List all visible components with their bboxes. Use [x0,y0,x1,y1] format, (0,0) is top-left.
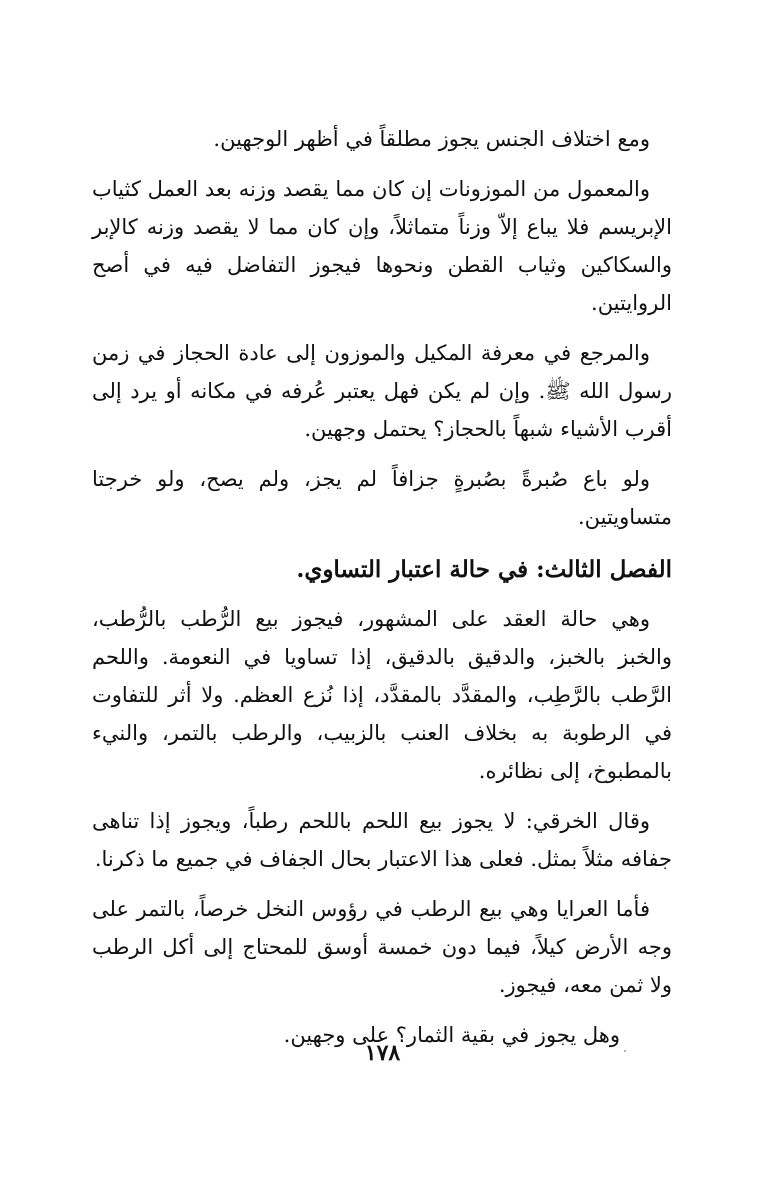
page-body [92,120,672,1066]
paragraph-1: ومع اختلاف الجنس يجوز مطلقاً في أظهر الوجهين. [213,127,650,151]
section-paragraph-3: فأما العرايا وهي بيع الرطب في رؤوس النخل خرصاً، بالتمر على وجه الأرض كيلاً، فيما دون خمسة أوسق للمحتاج إلى أكل الرطب ولا ثمن معه، فيجوز. [92,897,672,997]
page-number: ١٧٨ [364,1040,401,1066]
section-title: الفصل الثالث: في حالة اعتبار التساوي. [296,556,672,583]
last-paragraph: وهل يجوز في بقية الثمار؟ على وجهين. [283,1023,620,1047]
section-paragraph-1: وهي حالة العقد على المشهور، فيجوز بيع الرُّطب بالرُّطب، والخبز بالخبز، والدقيق بالدقيق، إذا تساويا في النعومة. واللحم الرَّطب بالرَّطِب، والمقدَّد بالمقدَّد، إذا نُزع العظم. ولا أثر للتفاوت في الرطوبة به بخلاف العنب بالزبيب، والرطب بالتمر، والنيء بالمطبوخ، إلى نظائره. [92,607,672,783]
paragraph-4: ولو باع صُبرةً بصُبرةٍ جزافاً لم يجز، ولم يصح، ولو خرجتا متساويتين. [92,467,672,529]
scan-speck [624,1050,626,1052]
paragraph-3: والمرجع في معرفة المكيل والموزون إلى عادة الحجاز في زمن رسول الله ﷺ. وإن لم يكن فهل يعتبر عُرفه في مكانه أو يرد إلى أقرب الأشياء شبهاً بالحجاز؟ يحتمل وجهين. [92,341,672,441]
paragraph-2: والمعمول من الموزونات إن كان مما يقصد وزنه بعد العمل كثياب الإبريسم فلا يباع إلاّ وزناً متماثلاً، وإن كان مما لا يقصد وزنه كالإبر والسكاكين وثياب القطن ونحوها فيجوز التفاضل فيه في أصح الروايتين. [92,177,672,315]
section-paragraph-2: وقال الخرقي: لا يجوز بيع اللحم باللحم رطباً، ويجوز إذا تناهى جفافه مثلاً بمثل. فعلى هذا الاعتبار بحال الجفاف في جميع ما ذكرنا. [92,809,672,871]
